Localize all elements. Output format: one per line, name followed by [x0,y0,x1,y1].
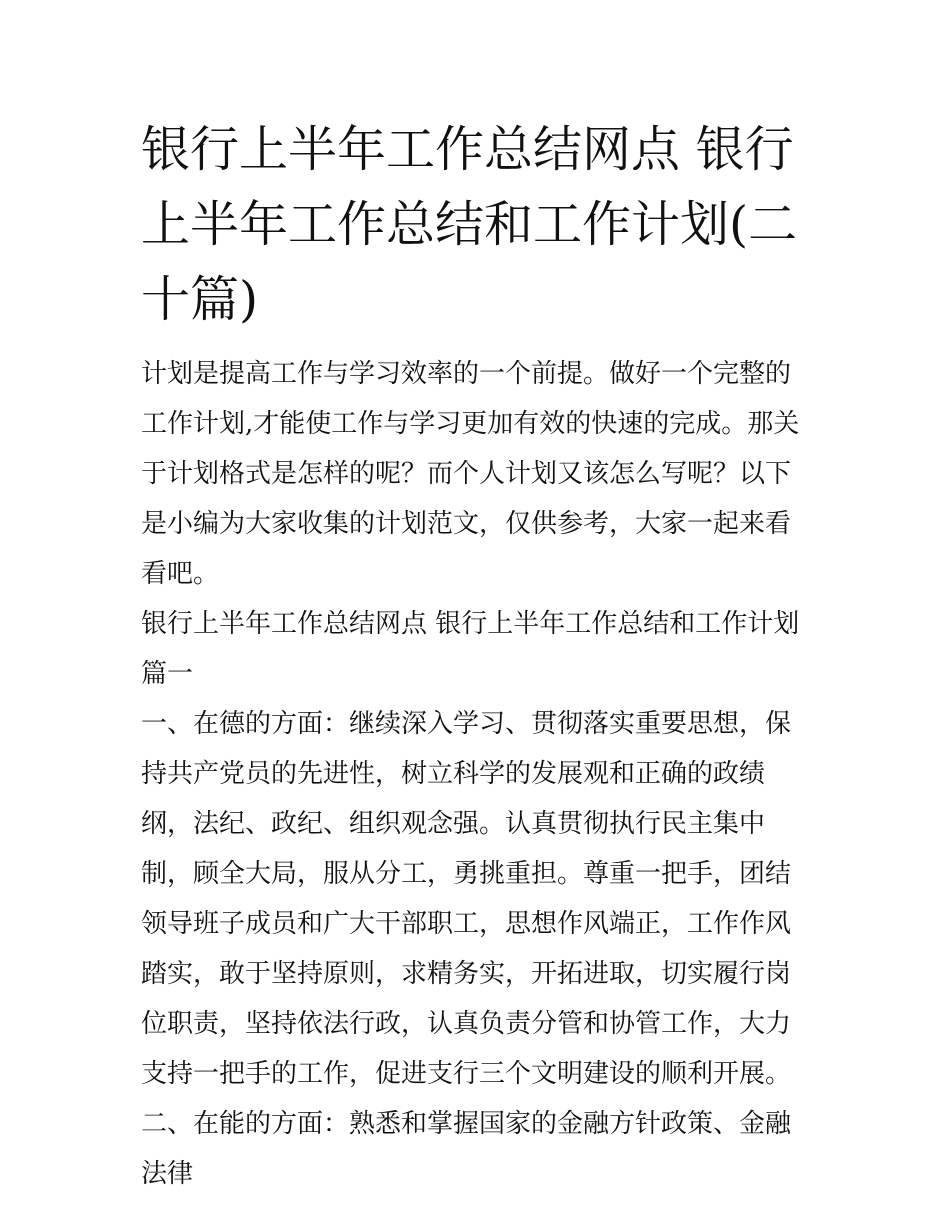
body-paragraph-ability: 二、在能的方面：熟悉和掌握国家的金融方针政策、金融法律 [141,1109,792,1189]
intro-paragraph: 计划是提高工作与学习效率的一个前提。做好一个完整的工作计划,才能使工作与学习更加有效的快速的完成。那关于计划格式是怎样的呢？而个人计划又该怎么写呢？以下是小编为大家收集的计划范文，仅供参考，大家一起来看看吧。 [141,359,800,589]
document-page [141,112,816,1199]
document-title: 银行上半年工作总结网点 银行上半年工作总结和工作计划(二十篇) [141,121,798,328]
section-heading: 银行上半年工作总结网点 银行上半年工作总结和工作计划篇一 [141,609,800,689]
body-paragraph-moral: 一、在德的方面：继续深入学习、贯彻落实重要思想，保持共产党员的先进性，树立科学的发展观和正确的政绩纲，法纪、政纪、组织观念强。认真贯彻执行民主集中制，顾全大局，服从分工，勇挑重担。尊重一把手，团结领导班子成员和广大干部职工，思想作风端正，工作作风踏实，敢于坚持原则，求精务实，开拓进取，切实履行岗位职责，坚持依法行政，认真负责分管和协管工作，大力支持一把手的工作，促进支行三个文明建设的顺利开展。 [141,709,792,1089]
